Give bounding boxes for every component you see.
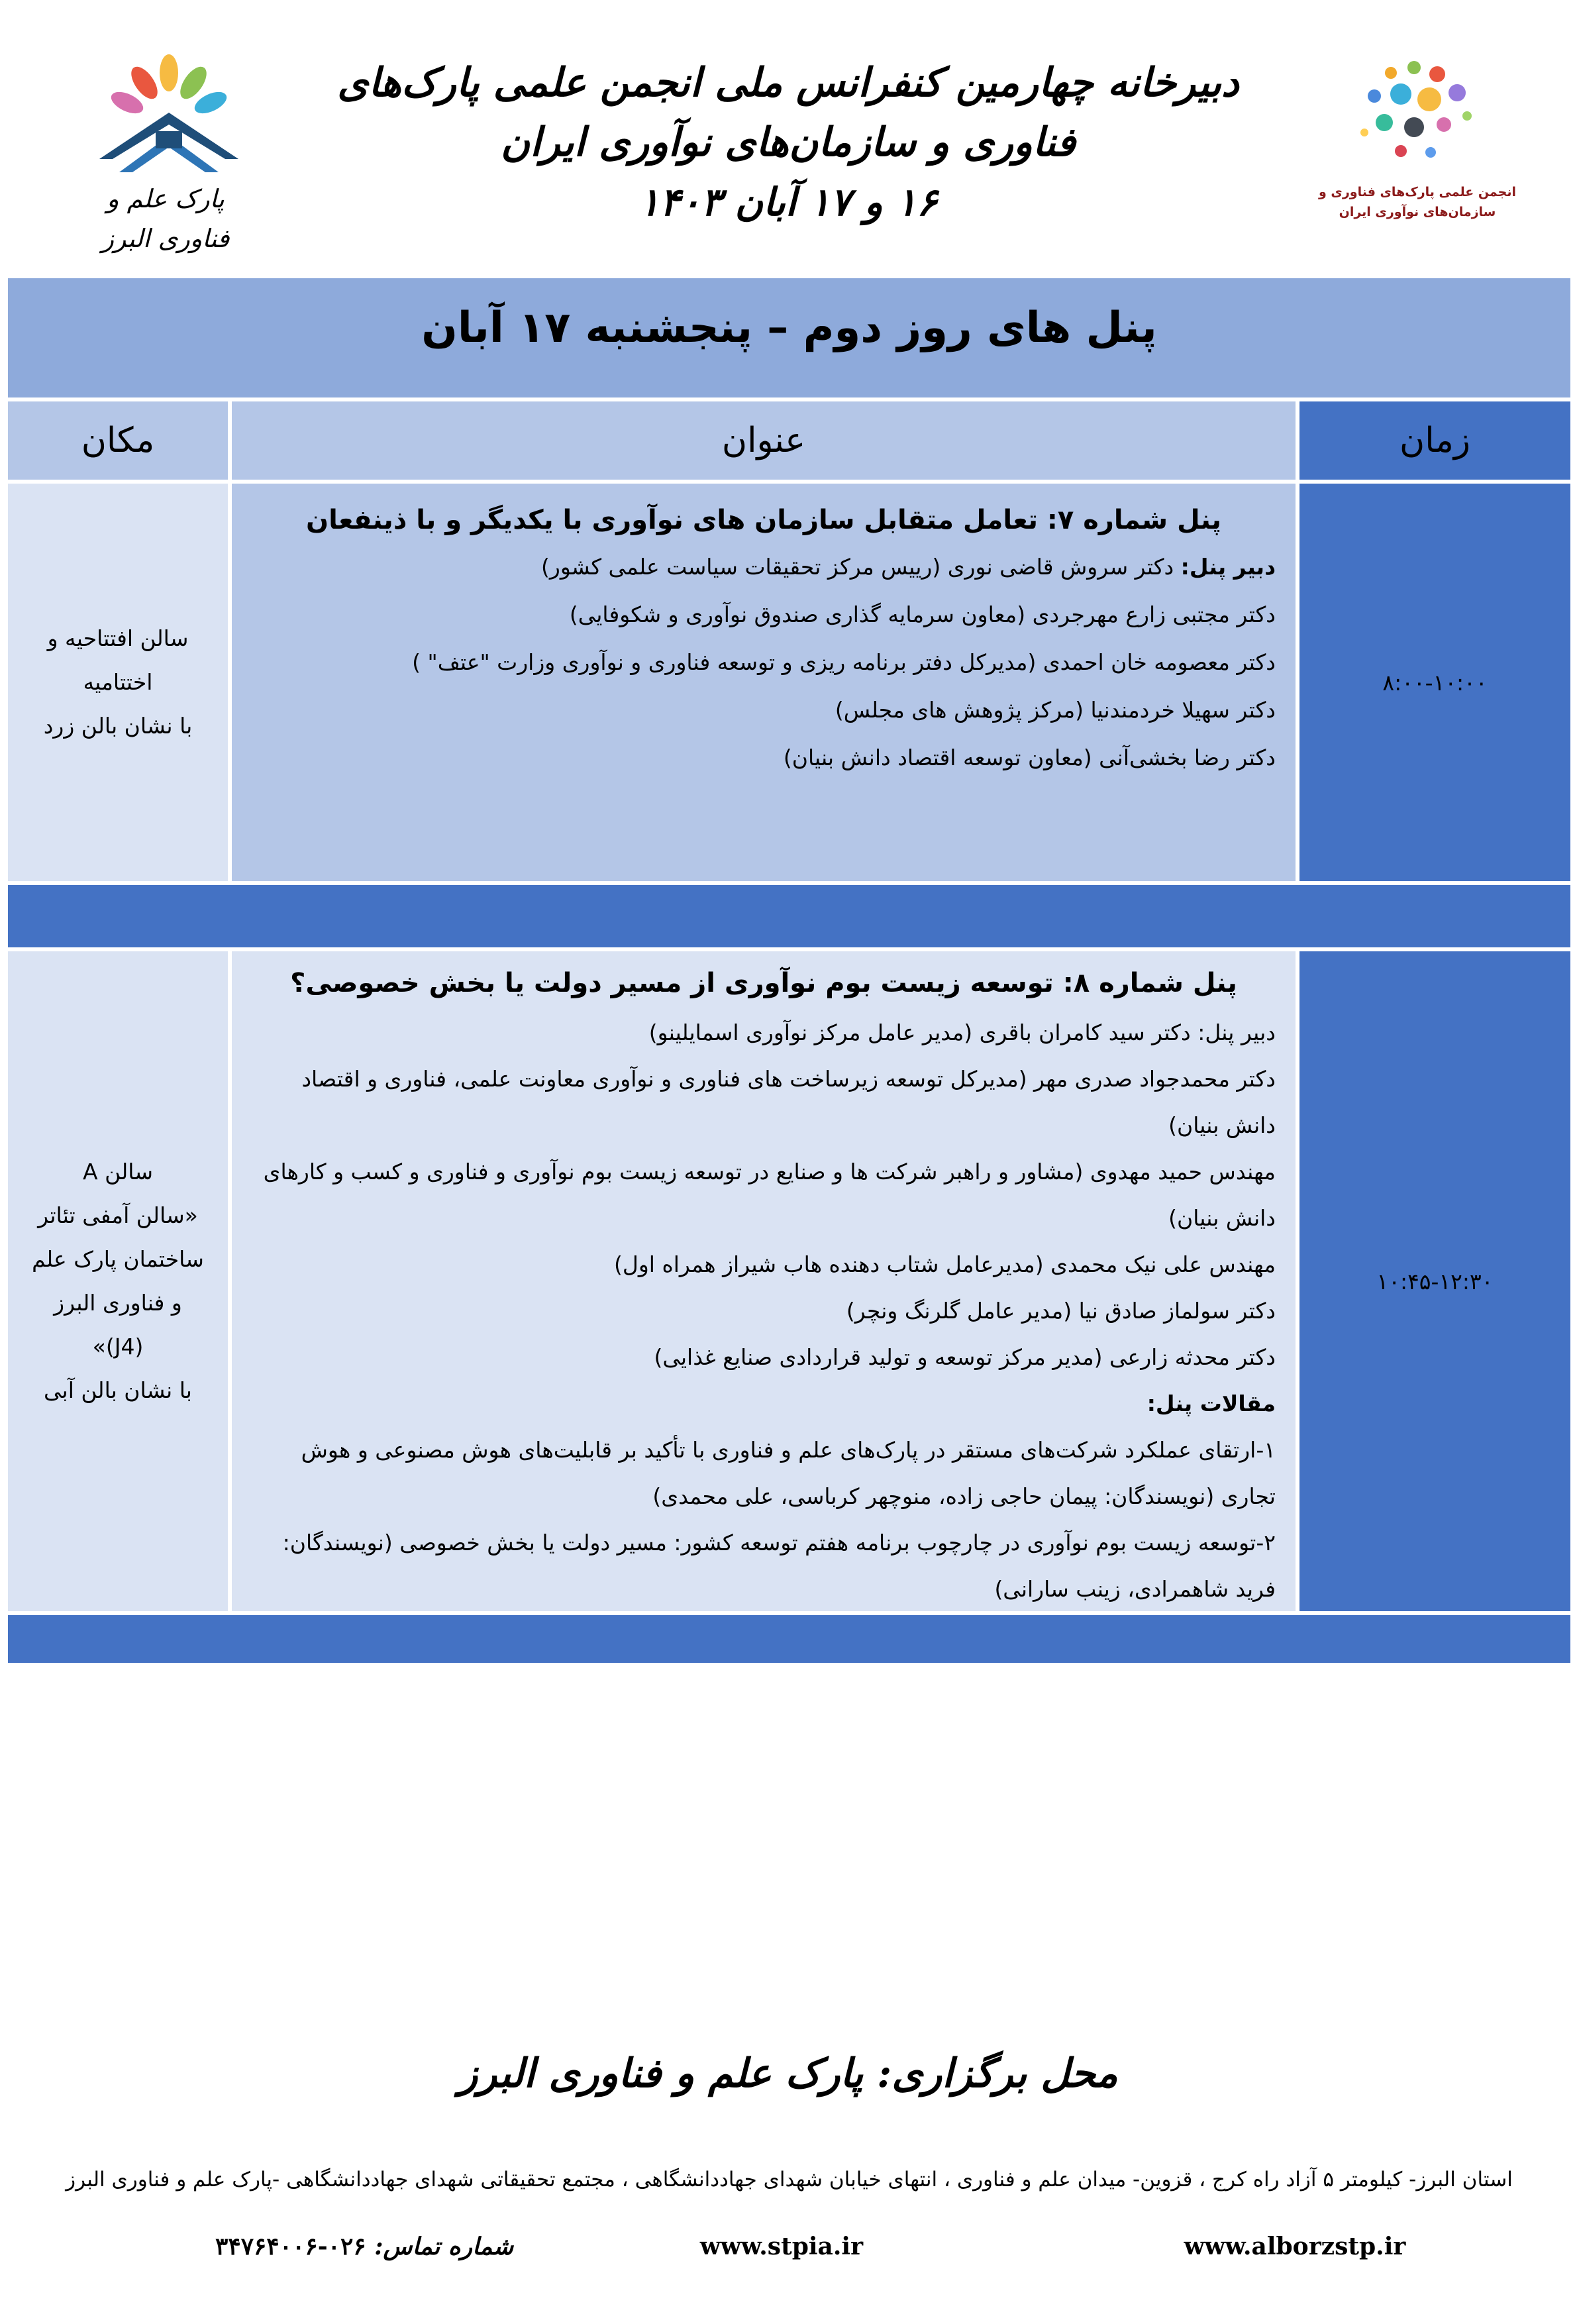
- logo-left: [73, 53, 265, 179]
- logo-right-caption: انجمن علمی پارک‌های فناوری و سازمان‌های نوآوری ایران: [1318, 185, 1517, 219]
- panel8-title-cell: [232, 951, 1296, 1611]
- logo-right: [1351, 53, 1484, 172]
- panel8-place-line: سالن A: [83, 1159, 153, 1185]
- panel8-place-line: با نشان بالن آبی: [44, 1377, 192, 1403]
- conference-date: ۱۶ و ۱۷ آبان ۱۴۰۳: [638, 180, 938, 225]
- panel8-place-line: ساختمان پارک علم: [32, 1246, 204, 1272]
- header-place: مکان: [8, 401, 228, 480]
- break-row: [8, 885, 1570, 947]
- logo-left-caption: پارک علم و فناوری البرز: [101, 184, 230, 253]
- header-time: زمان: [1299, 401, 1570, 480]
- venue: محل برگزاری: پارک علم و فناوری البرز: [458, 2050, 1118, 2097]
- closing-row: [8, 1615, 1570, 1663]
- panel7-time: ۸:۰۰-۱۰:۰۰: [1382, 669, 1488, 696]
- panel7-speaker: دکتر سهیلا خردمندنیا (مرکز پژوهش های مجلس): [835, 697, 1276, 723]
- panel7-place-cell: [8, 484, 228, 881]
- phone-line: [166, 2223, 563, 2270]
- panel8-speaker: مهندس علی نیک محمدی (مدیرعامل شتاب دهنده هاب شیراز همراه اول): [614, 1251, 1276, 1277]
- address: استان البرز- کیلومتر ۵ آزاد راه کرج ، قزوین- میدان علم و فناوری ، انتهای خیابان شهدای جهاددانشگاهی ، مجتمع تحقیقاتی شهدای جهاددانشگاهی -پارک علم و فناوری البرز: [66, 2168, 1513, 2192]
- panel8-speaker: دکتر محدثه زارعی (مدیر مرکز توسعه و تولید قراردادی صنایع غذایی): [654, 1344, 1276, 1370]
- panel7-moderator-line: [252, 543, 1276, 591]
- panel7-title: پنل شماره ۷: تعامل متقابل سازمان های نوآوری با یکدیگر و با ذینفعان: [305, 505, 1222, 535]
- panel8-speaker: دکتر سولماز صادق نیا (مدیر عامل گلرنگ ونچر): [846, 1298, 1276, 1324]
- panel7-moderator-label: دبیر پنل:: [1180, 554, 1276, 580]
- panel7-place-line: اختتامیه: [83, 669, 153, 695]
- day-title: پنل های روز دوم – پنجشنبه ۱۷ آبان: [8, 278, 1570, 397]
- conference-title: دبیرخانه چهارمین کنفرانس ملی انجمن علمی پارک‌های فناوری و سازمان‌های نوآوری ایران: [337, 60, 1239, 166]
- panel8-speaker: دکتر محمدجواد صدری مهر (مدیرکل توسعه زیرساخت های فناوری و نوآوری معاونت علمی، فناوری و اقتصاد دانش بنیان): [301, 1066, 1276, 1138]
- panel8-paper: ۱-ارتقای عملکرد شرکت‌های مستقر در پارک‌های علم و فناوری با تأکید بر قابلیت‌های هوش مصنوعی و هوش تجاری (نویسندگان: پیمان حاجی زاده، منوچهر کرباسی، علی محمدی): [301, 1437, 1276, 1509]
- panel7-speaker: دکتر معصومه خان احمدی (مدیرکل دفتر برنامه ریزی و توسعه فناوری و نوآوری وزارت "عتف" ): [412, 649, 1276, 675]
- panel7-title-cell: [232, 484, 1296, 881]
- website-alborzstp[interactable]: www.alborzstp.ir: [1184, 2233, 1406, 2260]
- phone-number: ۰۲۶-۳۴۷۶۴۰۰۶: [215, 2233, 366, 2260]
- panel8-title: پنل شماره ۸: توسعه زیست بوم نوآوری از مسیر دولت یا بخش خصوصی؟: [290, 968, 1237, 998]
- panel8-speaker: مهندس حمید مهدوی (مشاور و راهبر شرکت ها و صنایع در توسعه زیست بوم نوآوری و فناوری و کسب و کارهای دانش بنیان): [263, 1159, 1276, 1231]
- panel7-speaker: دکتر مجتبی زارع مهرجردی (معاون سرمایه گذاری صندوق نوآوری و شکوفایی): [569, 602, 1276, 627]
- phone-label: شماره تماس:: [374, 2233, 513, 2260]
- panel8-time-cell: [1299, 951, 1570, 1611]
- panel7-moderator: دکتر سروش قاضی نوری (رییس مرکز تحقیقات سیاست علمی کشور): [541, 554, 1174, 580]
- panel8-time: ۱۰:۴۵-۱۲:۳۰: [1376, 1268, 1494, 1294]
- alborz-park-logo-icon: [73, 53, 265, 179]
- panel7-place-line: با نشان بالن زرد: [43, 713, 193, 739]
- panel8-paper: ۲-توسعه زیست بوم نوآوری در چارچوب برنامه هفتم توسعه کشور: مسیر دولت یا بخش خصوصی (نویسندگان: فرید شاهمرادی، زینب سارانی): [282, 1530, 1276, 1602]
- panel7-speaker: دکتر رضا بخشی‌آنی (معاون توسعه اقتصاد دانش بنیان): [783, 745, 1276, 770]
- panel8-papers-label: مقالات پنل:: [1146, 1391, 1276, 1416]
- panel7-place-line: سالن افتتاحیه و: [47, 625, 189, 651]
- panel7-time-cell: [1299, 484, 1570, 881]
- header-title: عنوان: [232, 401, 1296, 480]
- panel8-place-line: و فناوری البرز: [54, 1290, 182, 1316]
- panel8-place-cell: [8, 951, 228, 1611]
- panel8-place-line: (J4)»: [92, 1334, 144, 1359]
- dots-logo-icon: [1351, 53, 1484, 172]
- website-stpia[interactable]: www.stpia.ir: [699, 2233, 864, 2260]
- panel8-place-line: «سالن آمفی تئاتر: [38, 1202, 198, 1228]
- panel8-moderator: دبیر پنل: دکتر سید کامران باقری (مدیر عامل مرکز نوآوری اسمایلینو): [648, 1020, 1276, 1045]
